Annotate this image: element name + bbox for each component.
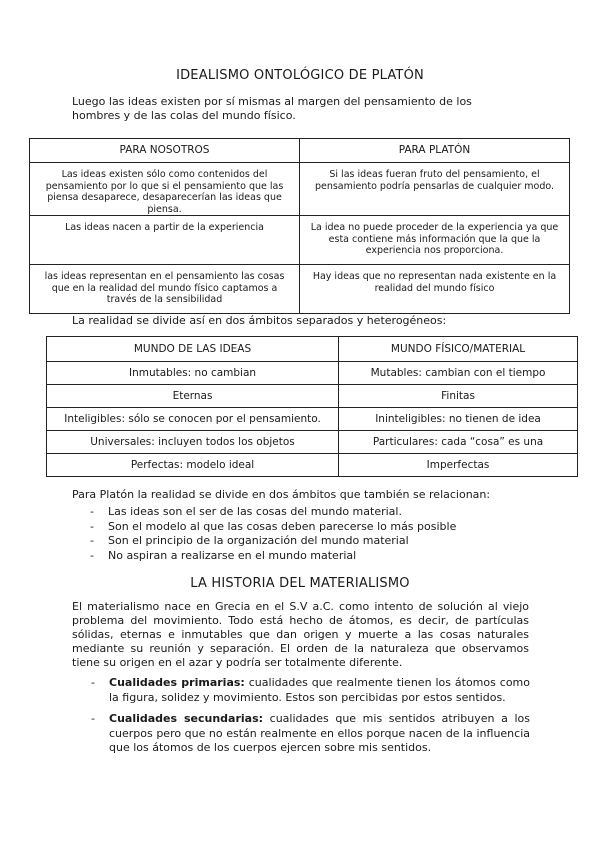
term-text: cualidades que realmente tienen los átomos como la figura, solidez y movimiento. Estos son percibidas por estos sentidos. [109, 676, 530, 704]
term-label: Cualidades primarias: [109, 676, 245, 689]
comparison-table [29, 138, 570, 314]
table-cell: Mutables: cambian con el tiempo [339, 362, 578, 385]
term-label: Cualidades secundarias: [109, 712, 264, 725]
column-header: MUNDO DE LAS IDEAS [47, 337, 339, 362]
list-item: - Las ideas son el ser de las cosas del mundo material. [83, 505, 553, 520]
table-cell: Finitas [339, 385, 578, 408]
table-row [30, 265, 570, 314]
table-cell: Hay ideas que no representan nada existente en la realidad del mundo físico [300, 265, 570, 314]
table-row [47, 454, 578, 477]
column-header: PARA NOSOTROS [30, 139, 300, 163]
list-item: - Son el principio de la organización del mundo material [83, 534, 553, 549]
table-row [30, 163, 570, 216]
column-header: PARA PLATÓN [300, 139, 570, 163]
table-row [47, 362, 578, 385]
table-cell: Las ideas nacen a partir de la experiencia [30, 216, 300, 265]
list-item: - Son el modelo al que las cosas deben parecerse lo más posible [83, 520, 553, 535]
table-cell: Si las ideas fueran fruto del pensamiento, el pensamiento podría pensarlas de cualquier modo. [300, 163, 570, 216]
table-cell: Particulares: cada “cosa” es una [339, 431, 578, 454]
table-cell: Universales: incluyen todos los objetos [47, 431, 339, 454]
qualities-list [84, 676, 530, 763]
table-row [30, 216, 570, 265]
materialismo-paragraph: El materialismo nace en Grecia en el S.V a.C. como intento de solución al viejo problema del movimiento. Todo está hecho de átomos, es decir, de partículas sólidas, eternas e inmutables que dan origen y muerte a las cosas naturales mediante su reunión y separación. El orden de la naturaleza que observamos tiene su origen en el azar y podría ser totalmente diferente. [72, 600, 529, 669]
table-cell: Inmutables: no cambian [47, 362, 339, 385]
intro-paragraph: Luego las ideas existen por sí mismas al margen del pensamiento de los hombres y de las colas del mundo físico. [72, 95, 472, 122]
table-cell: Perfectas: modelo ideal [47, 454, 339, 477]
relation-bullet-list [83, 505, 553, 563]
table-cell: las ideas representan en el pensamiento las cosas que en la realidad del mundo físico captamos a través de la sensibilidad [30, 265, 300, 314]
table-cell: Imperfectas [339, 454, 578, 477]
table-cell: Las ideas existen sólo como contenidos del pensamiento por lo que si el pensamiento que las piensa desaparece, desaparecerían las ideas que piensa. [30, 163, 300, 216]
table-cell: Inteligibles: sólo se conocen por el pensamiento. [47, 408, 339, 431]
section-title-idealismo: IDEALISMO ONTOLÓGICO DE PLATÓN [176, 68, 424, 83]
worlds-table [46, 336, 578, 477]
table-cell: Eternas [47, 385, 339, 408]
table-row [47, 385, 578, 408]
table-cell: La idea no puede proceder de la experiencia ya que esta contiene más información que la que la experiencia nos proporciona. [300, 216, 570, 265]
list-item [84, 676, 530, 705]
table-header-row [30, 139, 570, 163]
table-header-row [47, 337, 578, 362]
column-header: MUNDO FÍSICO/MATERIAL [339, 337, 578, 362]
relacion-intro: Para Platón la realidad se divide en dos ámbitos que también se relacionan: [72, 488, 491, 501]
table-row [47, 408, 578, 431]
list-item [84, 712, 530, 756]
table-row [47, 431, 578, 454]
section-title-materialismo: LA HISTORIA DEL MATERIALISMO [190, 576, 410, 591]
list-item: - No aspiran a realizarse en el mundo material [83, 549, 553, 564]
table-cell: Ininteligibles: no tienen de idea [339, 408, 578, 431]
realidad-intro: La realidad se divide así en dos ámbitos separados y heterogéneos: [72, 314, 447, 327]
term-text: cualidades que mis sentidos atribuyen a los cuerpos pero que no están realmente en ellos porque nacen de la influencia que los átomos de los cuerpos ejercen sobre mis sentidos. [109, 712, 530, 754]
